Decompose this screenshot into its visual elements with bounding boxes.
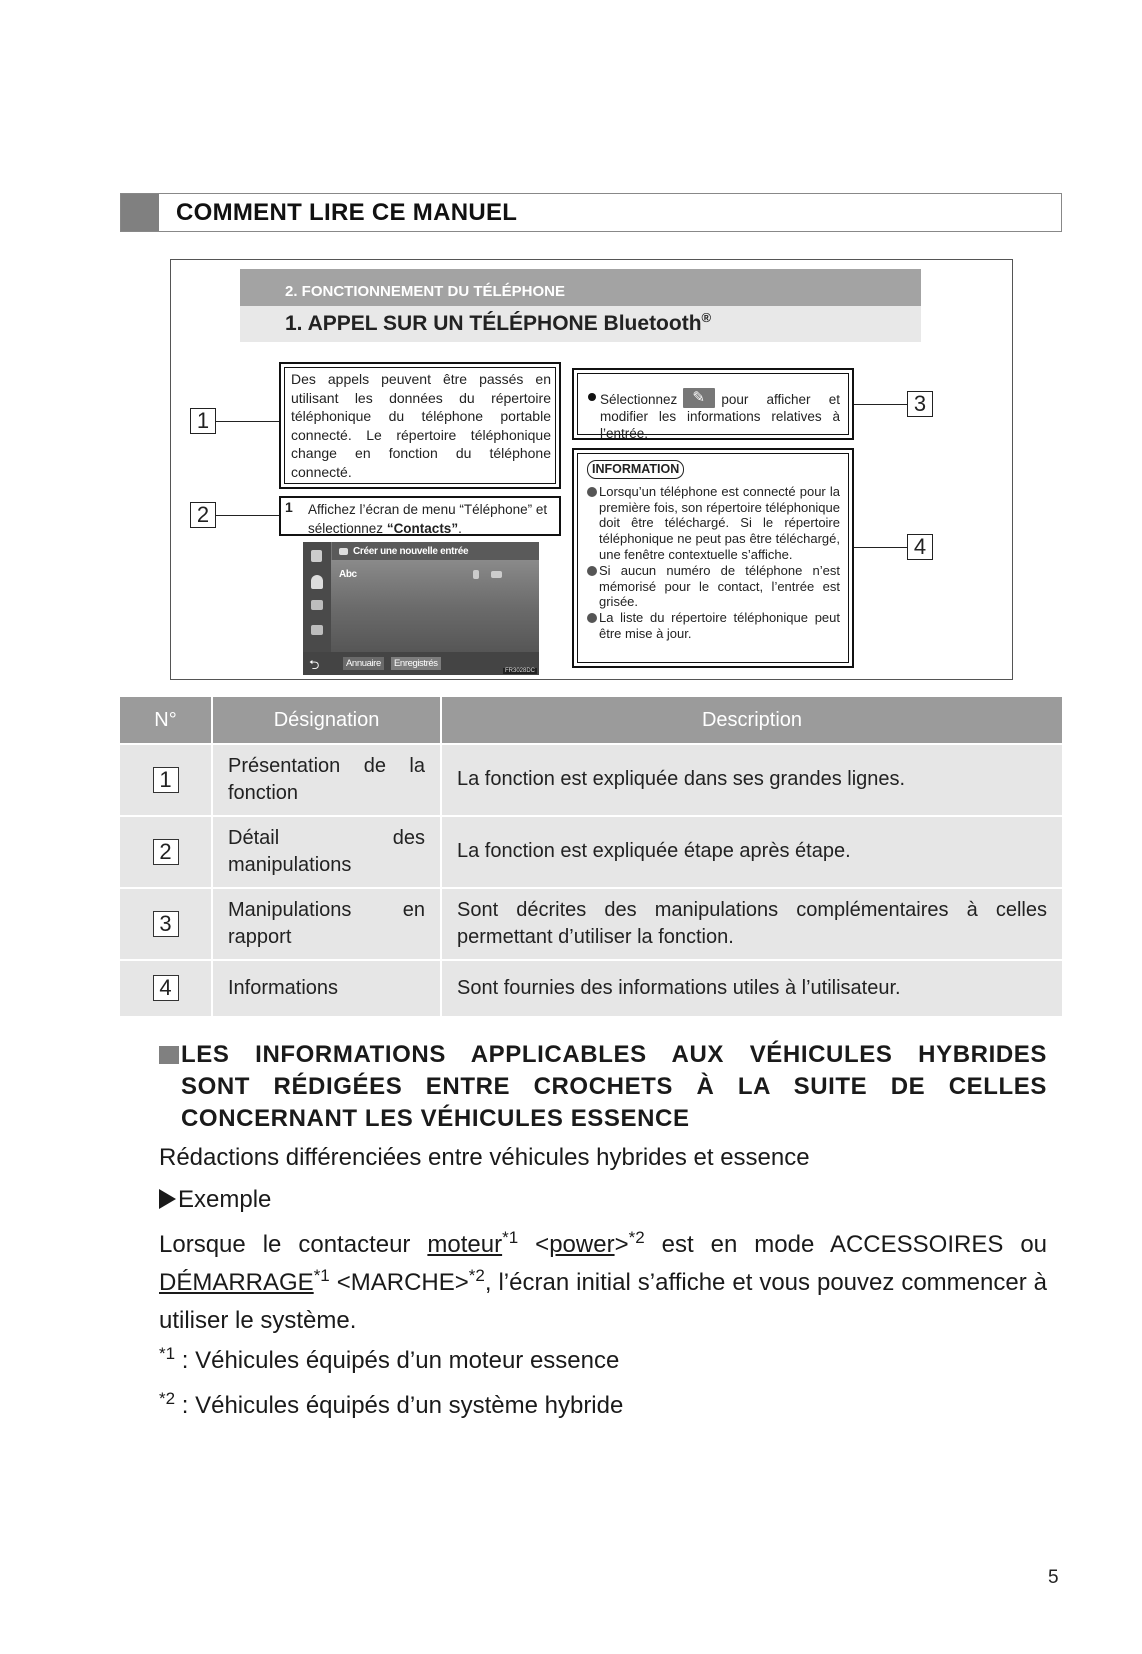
dialpad-icon xyxy=(311,600,323,610)
back-icon: ⮌ xyxy=(309,657,320,672)
phone-icon xyxy=(311,550,322,562)
callout-4: 4 xyxy=(907,534,933,560)
legend-table xyxy=(120,697,1062,1016)
legend-description-cell: La fonction est expliquée dans ses grandes lignes. xyxy=(441,744,1062,816)
message-icon xyxy=(311,625,323,635)
section-header xyxy=(120,193,1062,232)
sample-header xyxy=(240,269,921,342)
hybrid-intro: Rédactions différenciées entre véhicules hybrides et essence xyxy=(159,1144,810,1171)
table-row xyxy=(120,816,1062,888)
hybrid-heading: LES INFORMATIONS APPLICABLES AUX VÉHICULES HYBRIDES SONT RÉDIGÉES ENTRE CROCHETS À LA SUITE DE CELLES CONCERNANT LES VÉHICULES ESSENCE xyxy=(159,1039,1047,1135)
callout-3: 3 xyxy=(907,391,933,417)
legend-header-row xyxy=(120,697,1062,744)
callout-4-leader xyxy=(854,547,907,548)
legend-number-cell: 4 xyxy=(120,960,212,1016)
callout-1: 1 xyxy=(190,408,216,434)
screen-header-text: Créer une nouvelle entrée xyxy=(353,546,469,557)
new-entry-icon xyxy=(339,548,348,555)
sample-related-text: Sélectionnez✎ pour afficher et modifier les informations relatives à l’entrée. xyxy=(577,373,849,435)
legend-header-number: N° xyxy=(120,697,212,744)
sample-overview-text: Des appels peuvent être passés en utilisant les données du répertoire téléphonique du téléphone portable connecté. Le répertoire téléphonique change en fonction du téléphone connecté. xyxy=(284,367,556,484)
legend-description-cell: Sont décrites des manipulations complémentaires à celles permettant d’utiliser la fonction. xyxy=(441,888,1062,960)
sample-page-illustration xyxy=(170,259,1013,680)
footnote-2: $^{*2}$ : Véhicules équipés d’un système hybride xyxy=(159,1389,624,1419)
footnote-1: $^{*1}$ : Véhicules équipés d’un moteur essence xyxy=(159,1344,620,1374)
triangle-right-icon xyxy=(159,1189,176,1209)
sample-step-text: Affichez l’écran de menu “Téléphone” et sélectionnez “Contacts”. xyxy=(308,502,548,536)
information-bullet: Lorsqu’un téléphone est connecté pour la première fois, son répertoire téléphonique doit être téléchargé. Si le répertoire téléphonique ne peut pas être téléchargé, une fenêtre contextuelle s’affiche. xyxy=(587,484,840,563)
sample-chapter: 2. FONCTIONNEMENT DU TÉLÉPHONE xyxy=(285,283,566,300)
legend-number-cell: 1 xyxy=(120,744,212,816)
screen-tab-enregistres: Enregistrés xyxy=(391,657,441,670)
information-badge: INFORMATION xyxy=(587,460,684,479)
callout-3-leader xyxy=(854,404,907,405)
edit-icon xyxy=(683,388,715,408)
contact-icon xyxy=(311,575,323,589)
information-bullet: Si aucun numéro de téléphone n’est mémorisé pour le contact, l’entrée est grisée. xyxy=(587,563,840,610)
legend-description-cell: La fonction est expliquée étape après étape. xyxy=(441,816,1062,888)
legend-header-designation: Désignation xyxy=(212,697,441,744)
example-paragraph: Lorsque le contacteur moteur$^{*1}$ <power>$^{*2}$ est en mode ACCESSOIRES ou $DÉMARRAGE^{*1}$ <MARCHE>$^{*2}$, l’écran initial s’affiche et vous pouvez commencer à utiliser le système. xyxy=(159,1228,1048,1334)
information-bullet: La liste du répertoire téléphonique peut être mise à jour. xyxy=(587,610,840,642)
sample-information-content xyxy=(577,453,849,663)
sample-step-number: 1 xyxy=(285,499,293,515)
screen-image-code: FR3028DC xyxy=(504,668,535,674)
screen-tab-annuaire: Annuaire xyxy=(343,657,384,670)
heading-square-icon xyxy=(159,1046,179,1064)
legend-header-description: Description xyxy=(441,697,1062,744)
sample-title: 1. APPEL SUR UN TÉLÉPHONE Bluetooth® xyxy=(285,310,712,335)
sample-chapter-bar xyxy=(240,269,921,306)
table-row xyxy=(120,744,1062,816)
legend-designation-cell: Informations xyxy=(212,960,441,1016)
legend-description-cell: Sont fournies des informations utiles à l’utilisateur. xyxy=(441,960,1062,1016)
legend-number-cell: 2 xyxy=(120,816,212,888)
legend-designation-cell: Détail des manipulations xyxy=(212,816,441,888)
example-label: Exemple xyxy=(159,1184,271,1216)
callout-1-leader xyxy=(216,421,279,422)
edit-small-icon xyxy=(491,571,502,578)
sample-step-box xyxy=(279,496,561,536)
callout-2: 2 xyxy=(190,502,216,528)
legend-designation-cell: Manipulations en rapport xyxy=(212,888,441,960)
screen-entry-text: Abc xyxy=(339,569,357,580)
sample-related-box xyxy=(572,368,854,440)
section-title: COMMENT LIRE CE MANUEL xyxy=(176,199,518,226)
legend-number-cell: 3 xyxy=(120,888,212,960)
page-number: 5 xyxy=(1048,1567,1059,1588)
phone-small-icon xyxy=(473,570,479,579)
sample-information-box xyxy=(572,448,854,668)
callout-2-leader xyxy=(216,515,279,516)
table-row xyxy=(120,888,1062,960)
section-header-bar xyxy=(121,194,159,231)
sample-overview-box xyxy=(279,362,561,489)
table-row xyxy=(120,960,1062,1016)
sample-screen-image xyxy=(303,542,539,675)
screen-list-area xyxy=(331,560,539,652)
legend-designation-cell: Présentation de la fonction xyxy=(212,744,441,816)
